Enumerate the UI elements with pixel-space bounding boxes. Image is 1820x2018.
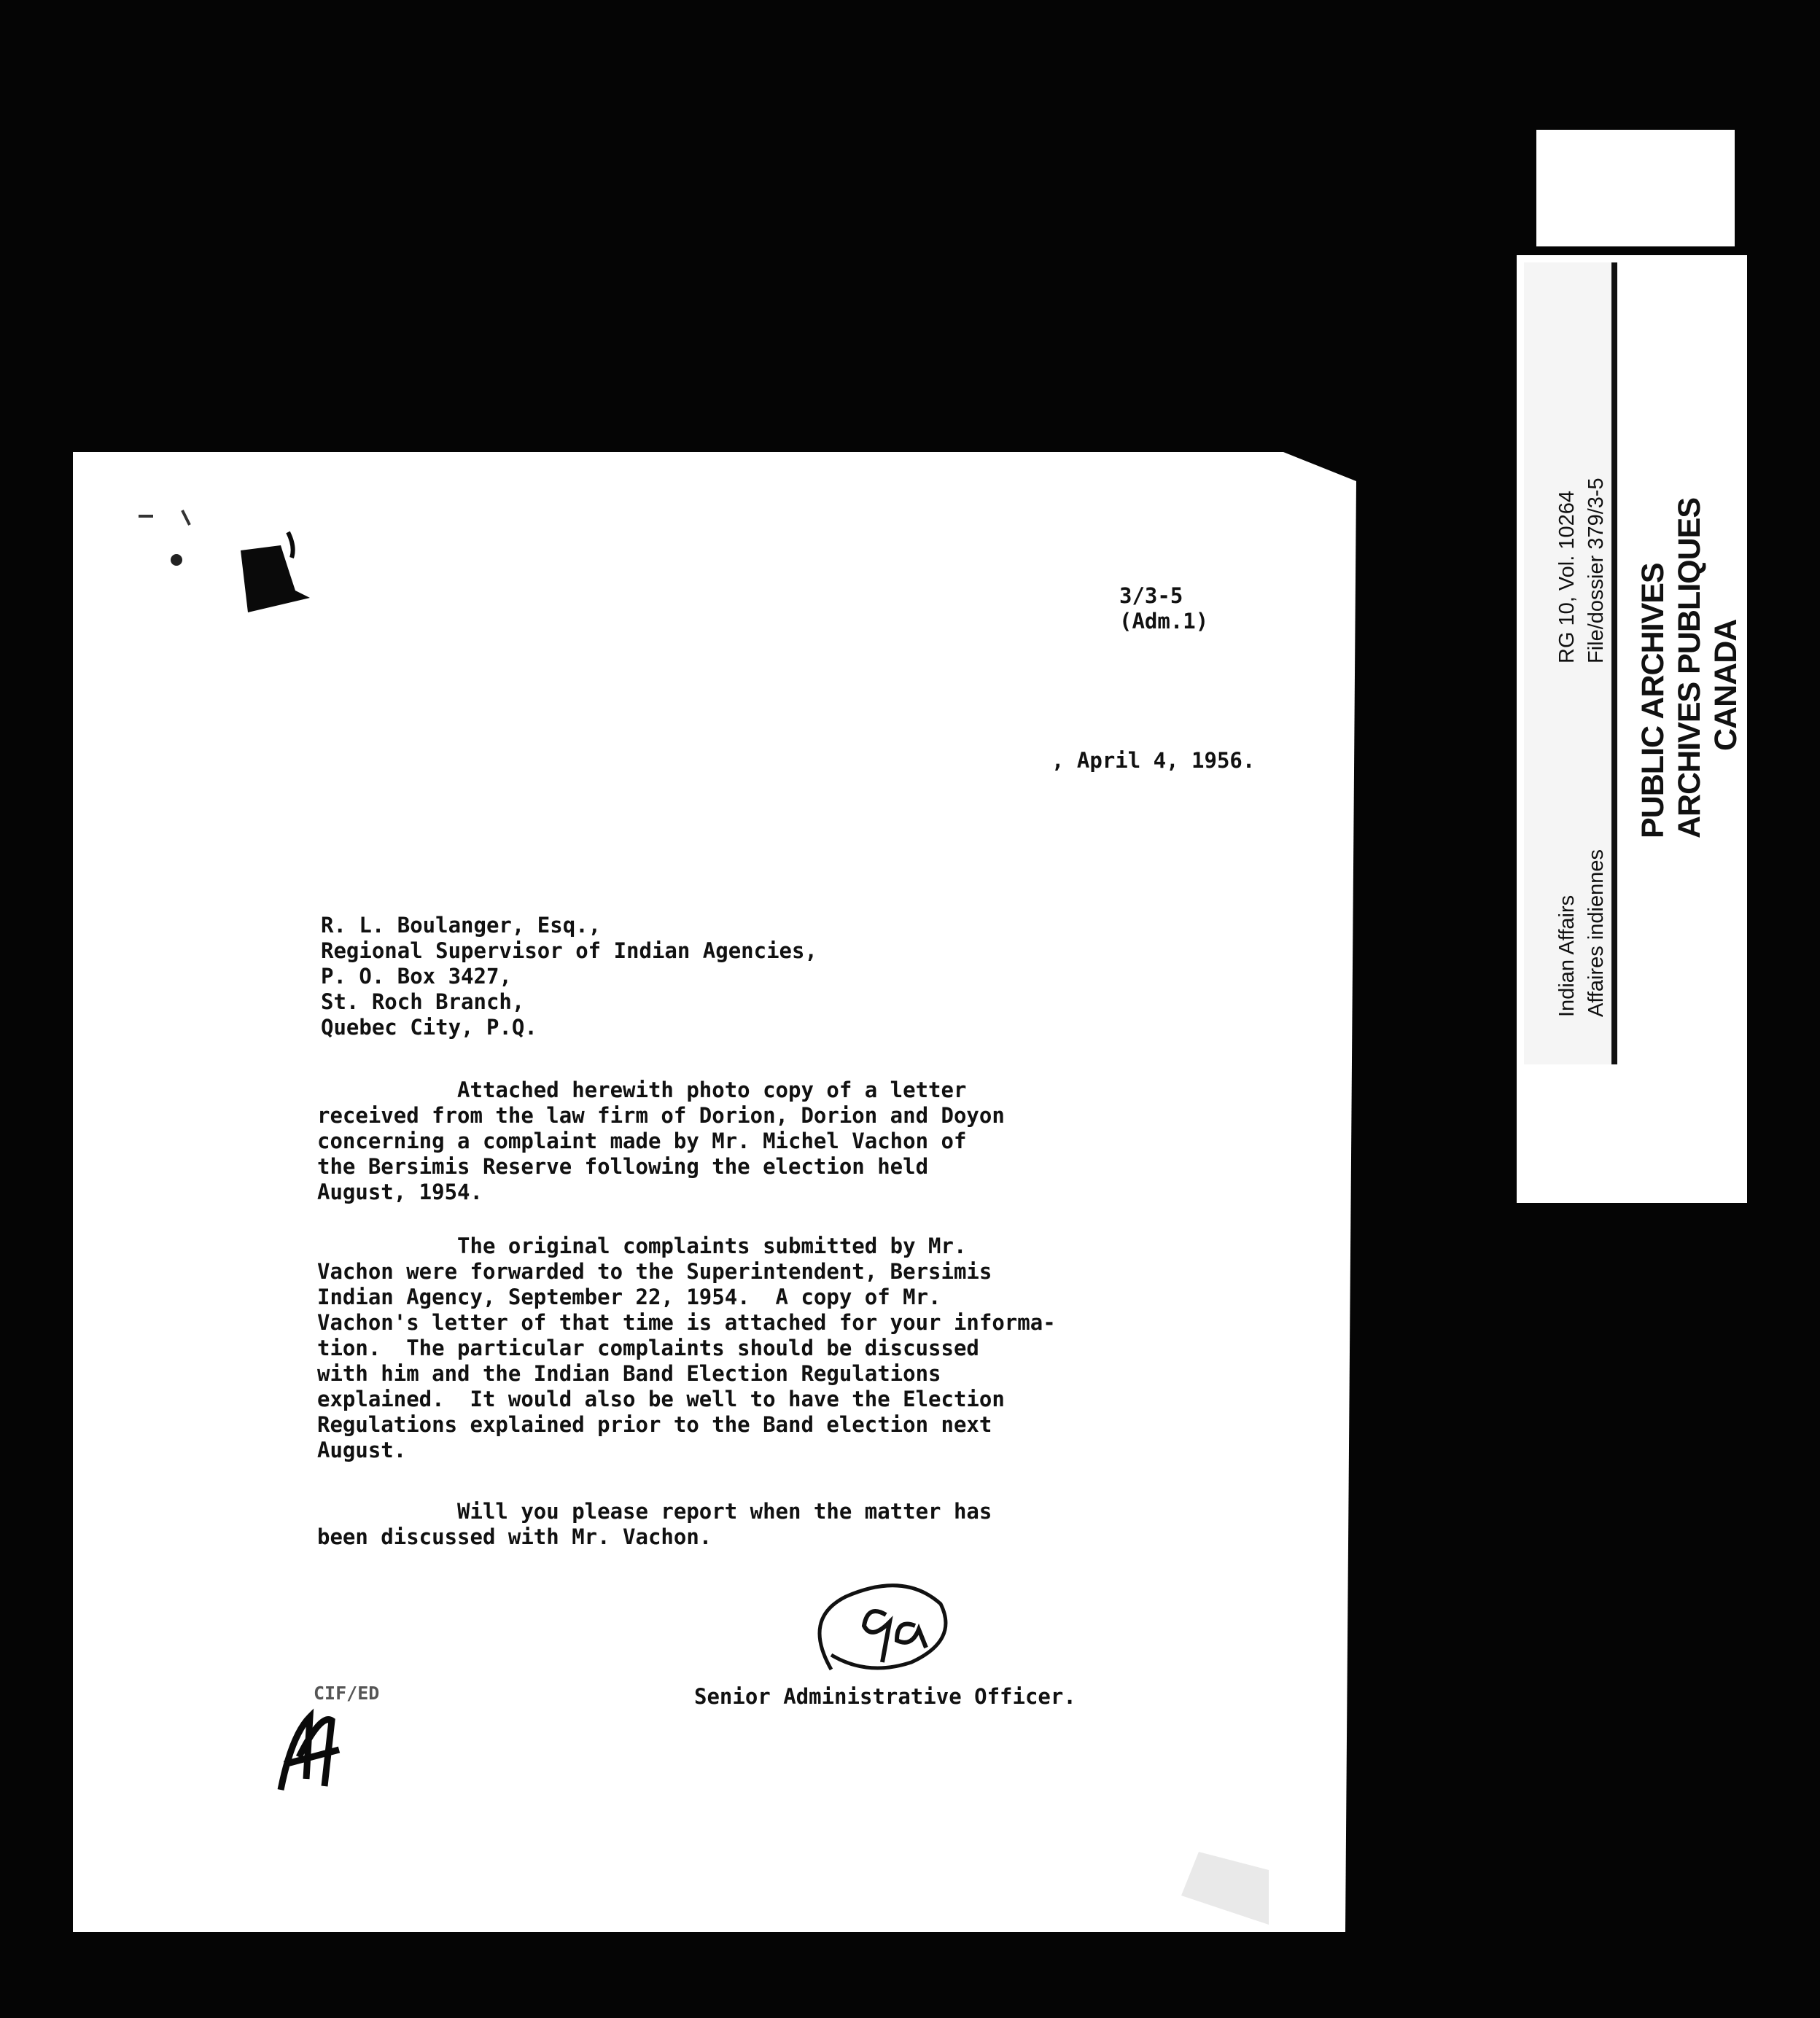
department-en: Indian Affairs [1555,895,1579,1017]
record-group: RG 10, Vol. 10264 [1555,491,1579,663]
paragraph-2: The original complaints submitted by Mr. Vachon were forwarded to the Superintendent, Bersimis Indian Agency, September 22, 1954. A copy of Mr. Vachon's letter of that time is attached for your informa- tion. The particular complaints should be discussed with him and the Indian Band Election Regulations explained. It would also be well to have the Election Regulations explained prior to the Band election next August. [317,1234,1056,1462]
department-fr: Affaires indiennes [1584,849,1608,1017]
typist-initials: CIF/ED [314,1683,380,1704]
handwritten-initials-icon [270,1706,350,1801]
file-reference: 3/3-5 (Adm.1) [1119,583,1209,634]
ink-blot [131,481,321,627]
archive-card-tab [1536,130,1735,246]
archives-fr: ARCHIVES PUBLIQUES [1672,497,1707,838]
country: CANADA [1708,619,1743,751]
recipient-address: R. L. Boulanger, Esq., Regional Supervisor of Indian Agencies, P. O. Box 3427, St. Roch Branch, Quebec City, P.Q. [321,913,817,1040]
archives-en: PUBLIC ARCHIVES [1636,563,1671,838]
letter-date: , April 4, 1956. [1051,748,1256,773]
paragraph-3: Will you please report when the matter has been discussed with Mr. Vachon. [317,1499,992,1549]
paragraph-1: Attached herewith photo copy of a letter received from the law firm of Dorion, Dorion and Doyon concerning a complaint made by Mr. Michel Vachon of the Bersimis Reserve following the election held August, 1954. [317,1078,1005,1204]
signature-title: Senior Administrative Officer. [694,1684,1076,1709]
file-dossier: File/dossier 379/3-5 [1584,478,1608,663]
circled-handwritten-mark [788,1575,970,1691]
